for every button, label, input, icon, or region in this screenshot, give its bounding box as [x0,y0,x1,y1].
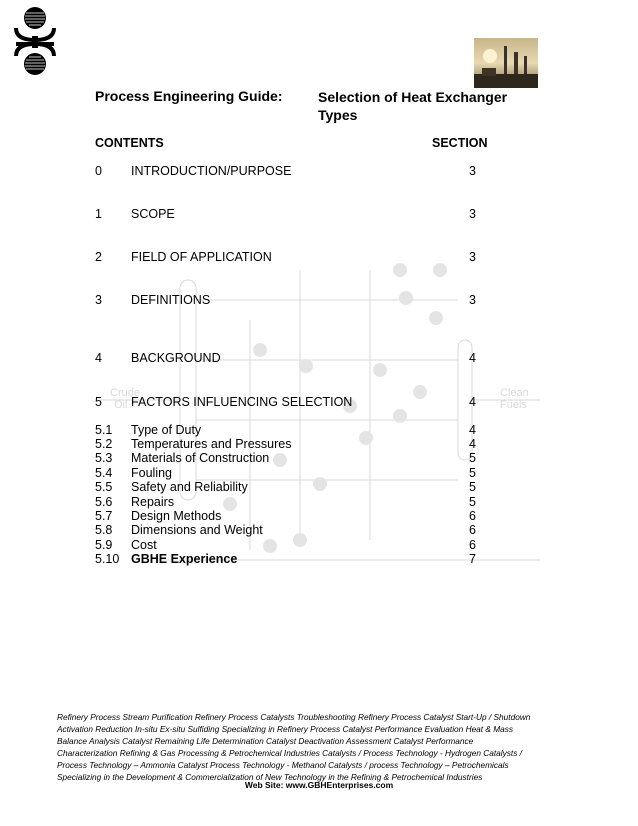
toc-number: 2 [95,250,102,264]
toc-number: 5.7 [95,509,113,523]
toc-row [95,164,495,179]
toc-page: 7 [469,552,476,566]
footer-line: Refinery Process Stream Purification Refinery Process Catalysts Troubleshooting Refinery Process Catalyst Start-Up / Shutdown [57,712,531,722]
company-logo [12,6,58,78]
toc-page: 3 [469,164,476,178]
toc-label: SCOPE [131,207,175,221]
oil-label: Oil [114,399,128,411]
toc-page: 4 [469,437,476,451]
toc-row [95,495,495,510]
footer-line: Activation Reduction In-situ Ex-situ Sulfiding Specializing in Refinery Process Catalyst Performance Evaluation Heat & Mass [57,724,514,734]
toc-row [95,293,495,308]
toc-page: 5 [469,466,476,480]
footer-line: Process Technology – Ammonia Catalyst Process Technology - Methanol Catalysts / process Technology – Petrochemicals [57,760,509,770]
toc-row [95,207,495,222]
refinery-photo [474,38,538,88]
toc-number: 5.3 [95,451,113,465]
toc-page: 5 [469,480,476,494]
toc-row [95,509,495,524]
toc-row [95,538,495,553]
toc-page: 3 [469,207,476,221]
footer-line: Specializing in the Development & Commercialization of New Technology in the Refining & Petrochemical Industries [57,772,483,782]
crude-label: Crude [110,387,140,399]
website-link[interactable]: Web Site: www.GBHEnterprises.com [244,780,394,790]
toc-number: 5.9 [95,538,113,552]
toc-label: Repairs [131,495,175,509]
toc-page: 3 [469,250,476,264]
toc-page: 3 [469,293,476,307]
guide-title: Process Engineering Guide: [95,88,283,104]
toc-row [95,351,495,366]
toc-number: 4 [95,351,102,365]
toc-label: Dimensions and Weight [131,523,263,537]
toc-number: 5.6 [95,495,113,509]
toc-number: 5.10 [95,552,120,566]
toc-page: 6 [469,538,476,552]
toc-label: INTRODUCTION/PURPOSE [131,164,292,178]
toc-label: DEFINITIONS [131,293,211,307]
toc-page: 5 [469,495,476,509]
toc-page: 6 [469,509,476,523]
toc-label: Type of Duty [131,423,202,437]
fuels-label: Fuels [500,399,527,411]
footer-line: Balance Analysis Catalyst Remaining Life Determination Catalyst Deactivation Assessment Catalyst Performance [57,736,474,746]
toc-label: BACKGROUND [131,351,221,365]
contents-heading: CONTENTS [95,136,164,150]
toc-label: Cost [131,538,157,552]
section-heading: SECTION [432,136,488,150]
toc-label: Fouling [131,466,172,480]
toc-row [95,423,495,438]
toc-page: 4 [469,423,476,437]
toc-page: 4 [469,395,476,409]
toc-number: 5 [95,395,102,409]
toc-row [95,437,495,452]
toc-row [95,480,495,495]
clean-label: Clean [500,387,529,399]
toc-row [95,250,495,265]
toc-label: Design Methods [131,509,222,523]
toc-row [95,523,495,538]
toc-number: 5.8 [95,523,113,537]
toc-row [95,552,495,567]
toc-label: Temperatures and Pressures [131,437,292,451]
toc-page: 4 [469,351,476,365]
toc-number: 5.1 [95,423,113,437]
toc-label: FACTORS INFLUENCING SELECTION [131,395,353,409]
toc-row [95,466,495,481]
toc-number: 5.5 [95,480,113,494]
toc-label: GBHE Experience [131,552,238,566]
toc-label: Safety and Reliability [131,480,248,494]
toc-label: Materials of Construction [131,451,270,465]
toc-row [95,451,495,466]
toc-page: 5 [469,451,476,465]
toc-label: FIELD OF APPLICATION [131,250,272,264]
toc-page: 6 [469,523,476,537]
toc-number: 5.4 [95,466,113,480]
toc-number: 5.2 [95,437,113,451]
footer-text [57,711,547,783]
footer-line: Characterization Refining & Gas Processing & Petrochemical Industries Catalysts / Process Technology - Hydrogen Catalysts / [57,748,522,758]
toc-number: 1 [95,207,102,221]
toc-number: 3 [95,293,102,307]
document-subject: Selection of Heat Exchanger Types [318,89,508,123]
toc-row [95,395,495,410]
toc-number: 0 [95,164,102,178]
